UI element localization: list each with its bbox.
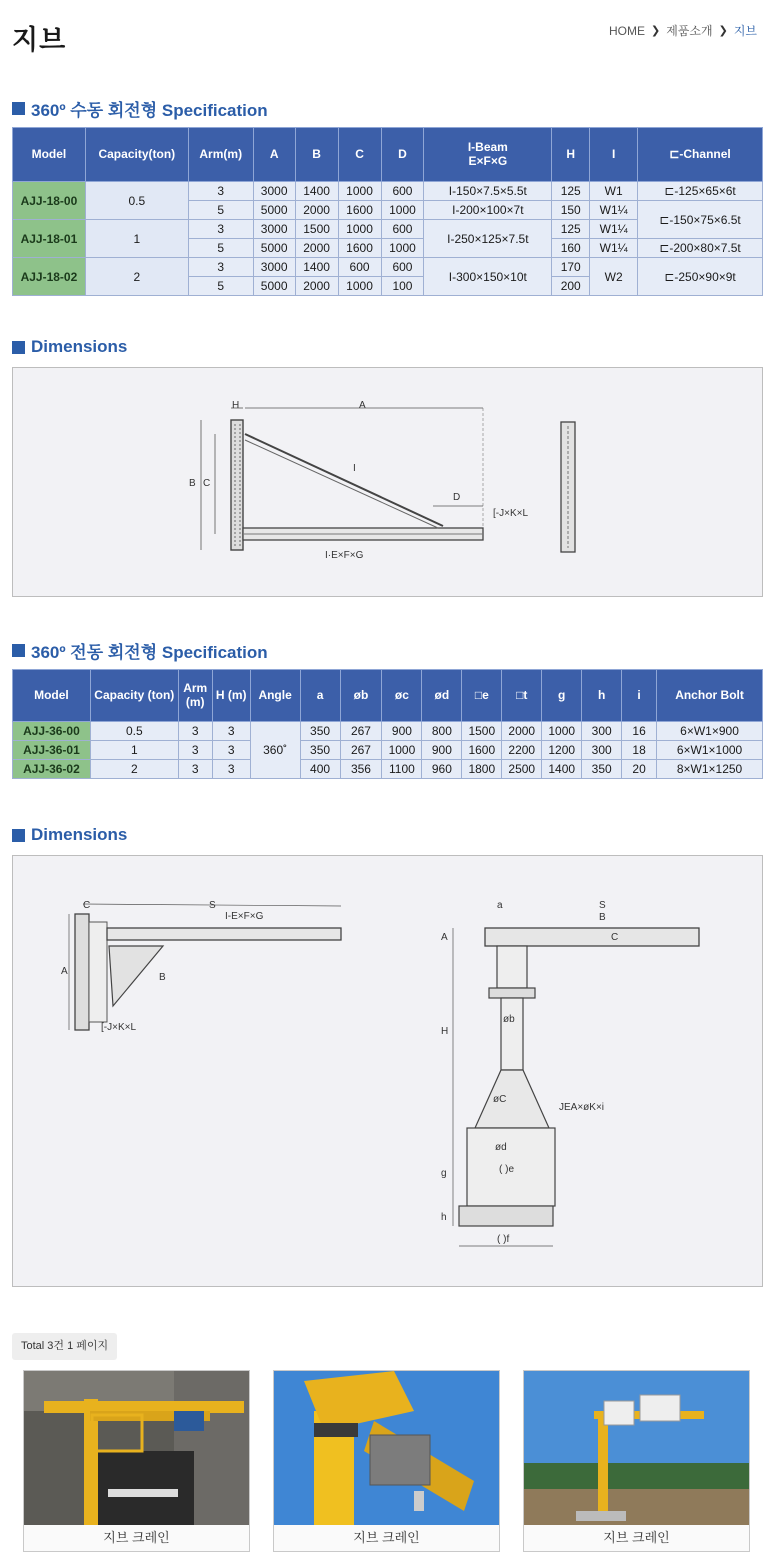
manual-spec-table [12,127,763,296]
gallery-caption[interactable]: 지브 크레인 [24,1525,249,1551]
col-h: H [552,128,590,182]
col-model: Model [13,128,86,182]
dim-label-phi-c: øC [493,1094,507,1105]
dim-label-channel: [-J×K×L [493,508,529,519]
dim-label-phi-d: ød [495,1142,507,1153]
gallery-caption[interactable]: 지브 크레인 [274,1525,499,1551]
dim-label-s2: S [599,900,606,911]
page-header [12,18,761,58]
col-arm: Arm (m) [178,670,212,722]
col-c: C [338,128,381,182]
dim-label-a: A [359,400,366,411]
table-row: 5 5000 2000 1000 100 200 [13,277,763,296]
dim-label-g: g [441,1168,447,1179]
crane-photo-outdoor [524,1371,749,1525]
col-i: I [590,128,638,182]
total-count-badge: Total 3건 1 페이지 [12,1333,117,1360]
dim-label-phi-b: øb [503,1014,515,1025]
angle-cell: 360˚ [250,722,300,779]
crane-photo-indoor [24,1371,249,1525]
manual-jib-drawing [13,368,762,596]
gallery-card[interactable] [23,1370,250,1552]
col-capacity: Capacity(ton) [85,128,188,182]
table-row: AJJ-18-02 2 3 3000 1400 600 600 I-300×150×10t 170 W2 ⊏-250×90×9t [13,258,763,277]
model-cell: AJJ-36-01 [13,741,91,760]
dim-label-channel: [-J×K×L [101,1022,137,1033]
col-model: Model [13,670,91,722]
dim-label-c2: C [611,932,619,943]
breadcrumb [609,22,757,39]
model-cell: AJJ-18-02 [13,258,86,296]
chevron-right-icon: ❯ [651,25,661,37]
col-arm: Arm(m) [188,128,253,182]
electric-jib-drawing [13,856,762,1286]
col-b: B [295,128,338,182]
col-capacity: Capacity (ton) [90,670,178,722]
dim-label-beam: I-E×F×G [225,911,264,922]
page-title: 지브 [12,25,67,55]
table-row: AJJ-18-00 0.5 3 3000 1400 1000 600 I-150×7.5×5.5t 125 W1 ⊏-125×65×6t [13,182,763,201]
electric-dimensions-title: Dimensions [12,825,127,845]
col-h: H (m) [212,670,250,722]
table-row: AJJ-18-01 1 3 3000 1500 1000 600 I-250×125×7.5t 125 W1¼ [13,220,763,239]
breadcrumb-current: 지브 [733,24,757,38]
gallery-photo[interactable] [524,1371,749,1525]
dim-label-a2: A [441,932,448,943]
dim-label-h-small: h [441,1212,447,1223]
col-d: D [381,128,424,182]
dim-label-h: H [232,400,240,411]
gallery-card[interactable] [273,1370,500,1552]
table-row: AJJ-36-02 2 3 3 400 356 1100 960 1800 2500 1400 350 20 8×W1×1250 [13,760,763,779]
model-cell: AJJ-18-00 [13,182,86,220]
gallery-card[interactable] [523,1370,750,1552]
dim-label-beam: I·E×F×G [325,550,364,561]
model-cell: AJJ-36-02 [13,760,91,779]
dim-label-i: I [353,463,356,474]
crane-photo-sky [274,1371,499,1525]
dim-label-b: B [189,478,196,489]
col-angle: Angle [250,670,300,722]
breadcrumb-home[interactable]: HOME [609,23,645,38]
table-row: AJJ-36-00 0.5 3 3 360˚ 350 267 900 800 1500 2000 1000 300 16 6×W1×900 [13,722,763,741]
manual-spec-title-text: 360º 수동 회전형 Specification [31,101,268,120]
chevron-right-icon: ❯ [718,25,728,37]
col-channel: ⊏-Channel [638,128,763,182]
dim-label-f: ( )f [497,1234,510,1245]
table-row: 5 5000 2000 1600 1000 160 W1¼ ⊏-200×80×7.5t [13,239,763,258]
dim-label-b: B [159,972,166,983]
square-bullet-icon [12,644,25,657]
col-ibeam: I-Beam E×F×G [424,128,552,182]
manual-dimension-diagram [12,367,763,597]
product-gallery [23,1370,750,1552]
manual-dimensions-title: Dimensions [12,337,127,357]
dim-label-h: H [441,1026,449,1037]
model-cell: AJJ-36-00 [13,722,91,741]
table-row: 5 5000 2000 1600 1000 I-200×100×7t 150 W1¼ ⊏-150×75×6.5t [13,201,763,220]
dim-label-d: D [453,492,461,503]
electric-spec-title: 360º 전동 회전형 Specification [12,638,268,663]
square-bullet-icon [12,829,25,842]
dim-label-c: C [203,478,211,489]
table-row: AJJ-36-01 1 3 3 350 267 1000 900 1600 2200 1200 300 18 6×W1×1000 [13,741,763,760]
gallery-photo[interactable] [274,1371,499,1525]
square-bullet-icon [12,341,25,354]
electric-dimension-diagram [12,855,763,1287]
dim-label-a-small: a [497,900,503,911]
dim-label-a: A [61,966,68,977]
dim-label-e: ( )e [499,1164,514,1175]
model-cell: AJJ-18-01 [13,220,86,258]
dim-label-c: C [83,900,91,911]
square-bullet-icon [12,102,25,115]
breadcrumb-products[interactable]: 제품소개 [666,24,713,38]
gallery-caption[interactable]: 지브 크레인 [524,1525,749,1551]
manual-spec-title [12,96,268,121]
col-anchor-bolt: Anchor Bolt [657,670,763,722]
dim-label-b2: B [599,912,606,923]
col-a: A [253,128,295,182]
gallery-photo[interactable] [24,1371,249,1525]
electric-spec-table: Model Capacity (ton) Arm (m) H (m) Angle a øb øc ød □e □t g h i Anchor Bolt AJJ-36-00 0.5 3 3 360˚ 350 267 900 800 1500 2000 1000 300 16 6×W1×900 AJJ-36-01 1 3 3 350 267 1000 900 1600 2200 1200 300 18 6×W1×1000 AJJ-36-02 2 3 3 400 356 1100 960 1800 2500 1400 350 20 8×W1×1250 [12,669,763,779]
dim-label-anchor: JEA×øK×i [559,1102,605,1113]
dim-label-s: S [209,900,216,911]
